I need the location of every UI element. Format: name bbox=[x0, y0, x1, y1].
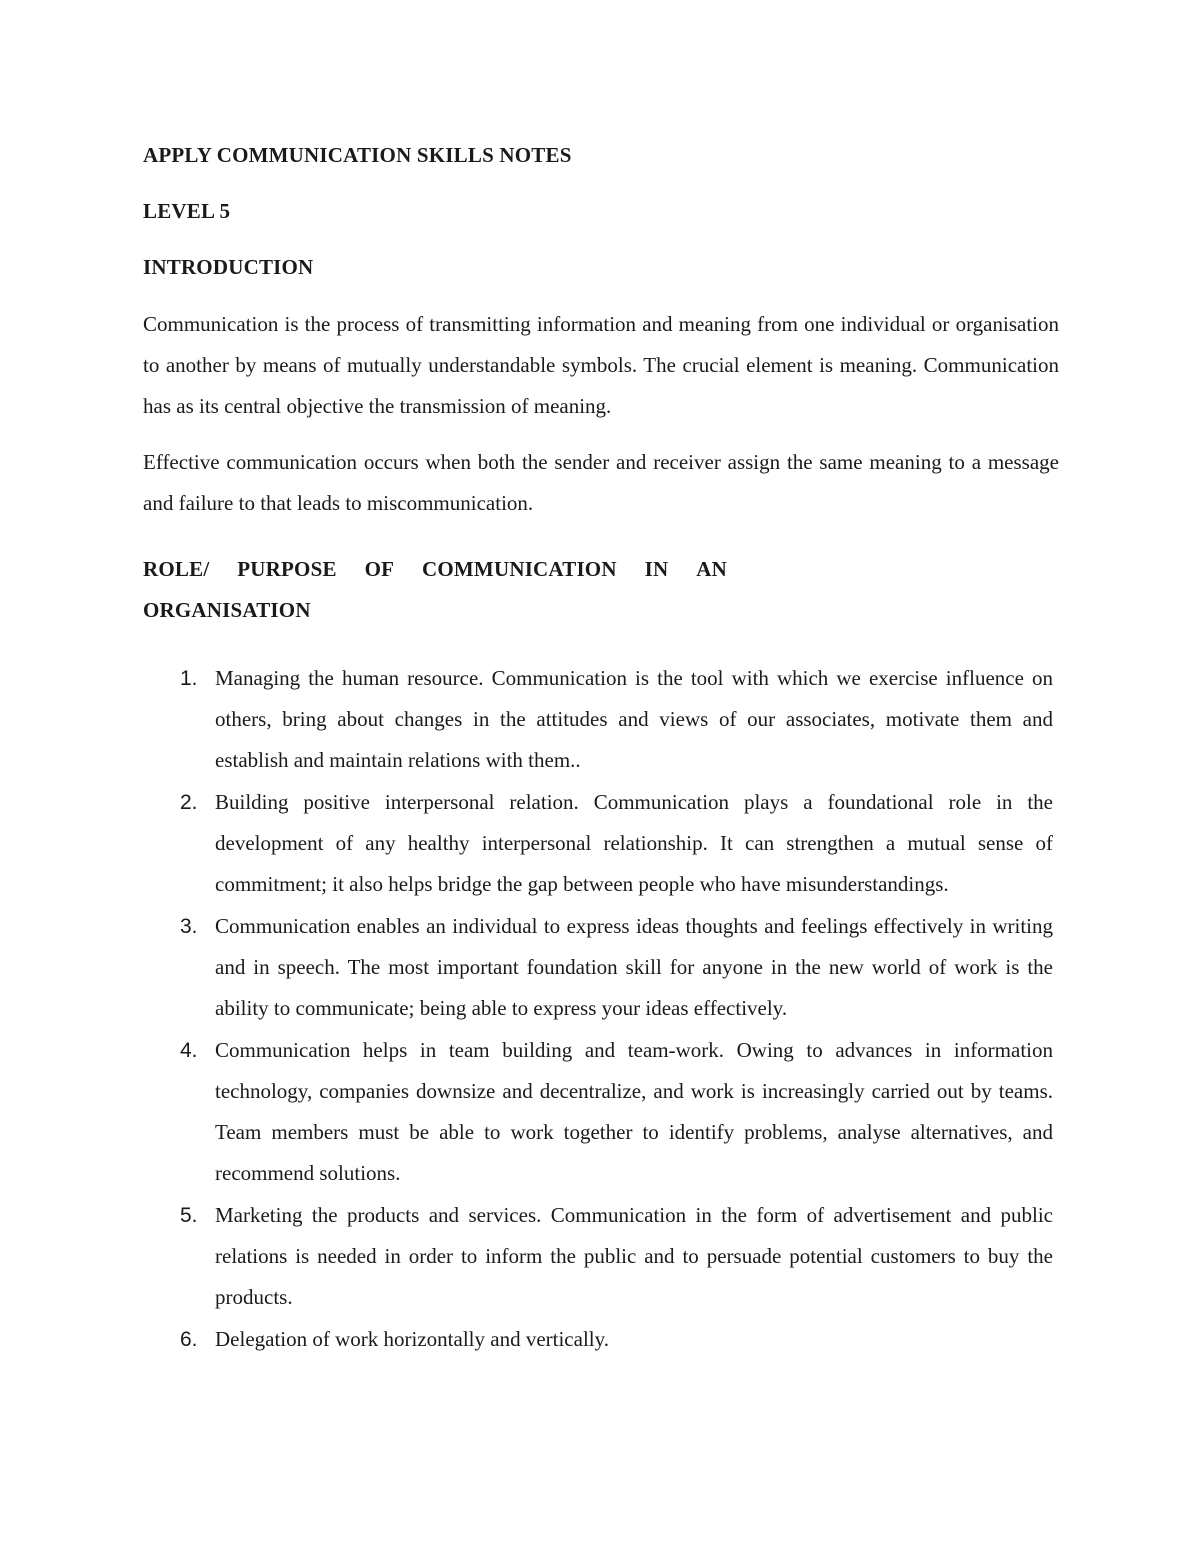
list-item-number: 2. bbox=[180, 791, 198, 814]
list-item bbox=[143, 782, 1059, 905]
introduction-heading: INTRODUCTION bbox=[143, 255, 314, 279]
list-item-number: 5. bbox=[180, 1204, 198, 1227]
level-heading: LEVEL 5 bbox=[143, 199, 231, 223]
list-item bbox=[143, 906, 1059, 1029]
list-item bbox=[143, 1030, 1059, 1194]
role-heading-word: ROLE/ bbox=[143, 557, 210, 581]
introduction-paragraph-1: Communication is the process of transmitting information and meaning from one individual or organisation to another by means of mutually understandable symbols. The crucial element is meaning. Communication has as its central objective the transmission of meaning. bbox=[143, 312, 1059, 418]
role-purpose-heading bbox=[143, 549, 743, 631]
list-item-number: 4. bbox=[180, 1039, 198, 1062]
role-heading-word: IN bbox=[644, 557, 669, 581]
role-purpose-list bbox=[143, 658, 1059, 1361]
role-heading-word: OF bbox=[364, 557, 395, 581]
list-item-text: Marketing the products and services. Communication in the form of advertisement and public relations is needed in order to inform the public and to persuade potential customers to buy the products. bbox=[215, 1203, 1053, 1309]
list-item-text: Communication helps in team building and team-work. Owing to advances in information technology, companies downsize and decentralize, and work is increasingly carried out by teams. Team members must be able to work together to identify problems, analyse alternatives, and recommend solutions. bbox=[215, 1038, 1053, 1185]
document-title: APPLY COMMUNICATION SKILLS NOTES bbox=[143, 143, 572, 167]
role-heading-word: AN bbox=[696, 557, 727, 581]
role-heading-line-2: ORGANISATION bbox=[143, 598, 311, 622]
role-heading-word: COMMUNICATION bbox=[422, 557, 617, 581]
list-item-number: 6. bbox=[180, 1328, 198, 1351]
role-heading-line-1 bbox=[143, 549, 727, 590]
role-heading-word: PURPOSE bbox=[237, 557, 337, 581]
list-item-text: Communication enables an individual to express ideas thoughts and feelings effectively in writing and in speech. The most important foundation skill for anyone in the new world of work is the ability to communicate; being able to express your ideas effectively. bbox=[215, 914, 1053, 1020]
list-item bbox=[143, 1195, 1059, 1318]
list-item bbox=[143, 1319, 1059, 1360]
list-item-number: 1. bbox=[180, 667, 198, 690]
list-item bbox=[143, 658, 1059, 781]
list-item-text: Managing the human resource. Communication is the tool with which we exercise influence on others, bring about changes in the attitudes and views of our associates, motivate them and establish and maintain relations with them.. bbox=[215, 666, 1053, 772]
list-item-number: 3. bbox=[180, 915, 198, 938]
introduction-paragraph-2: Effective communication occurs when both the sender and receiver assign the same meaning to a message and failure to that leads to miscommunication. bbox=[143, 450, 1059, 515]
list-item-text: Building positive interpersonal relation. Communication plays a foundational role in the development of any healthy interpersonal relationship. It can strengthen a mutual sense of commitment; it also helps bridge the gap between people who have misunderstandings. bbox=[215, 790, 1053, 896]
list-item-text: Delegation of work horizontally and vertically. bbox=[215, 1327, 610, 1351]
